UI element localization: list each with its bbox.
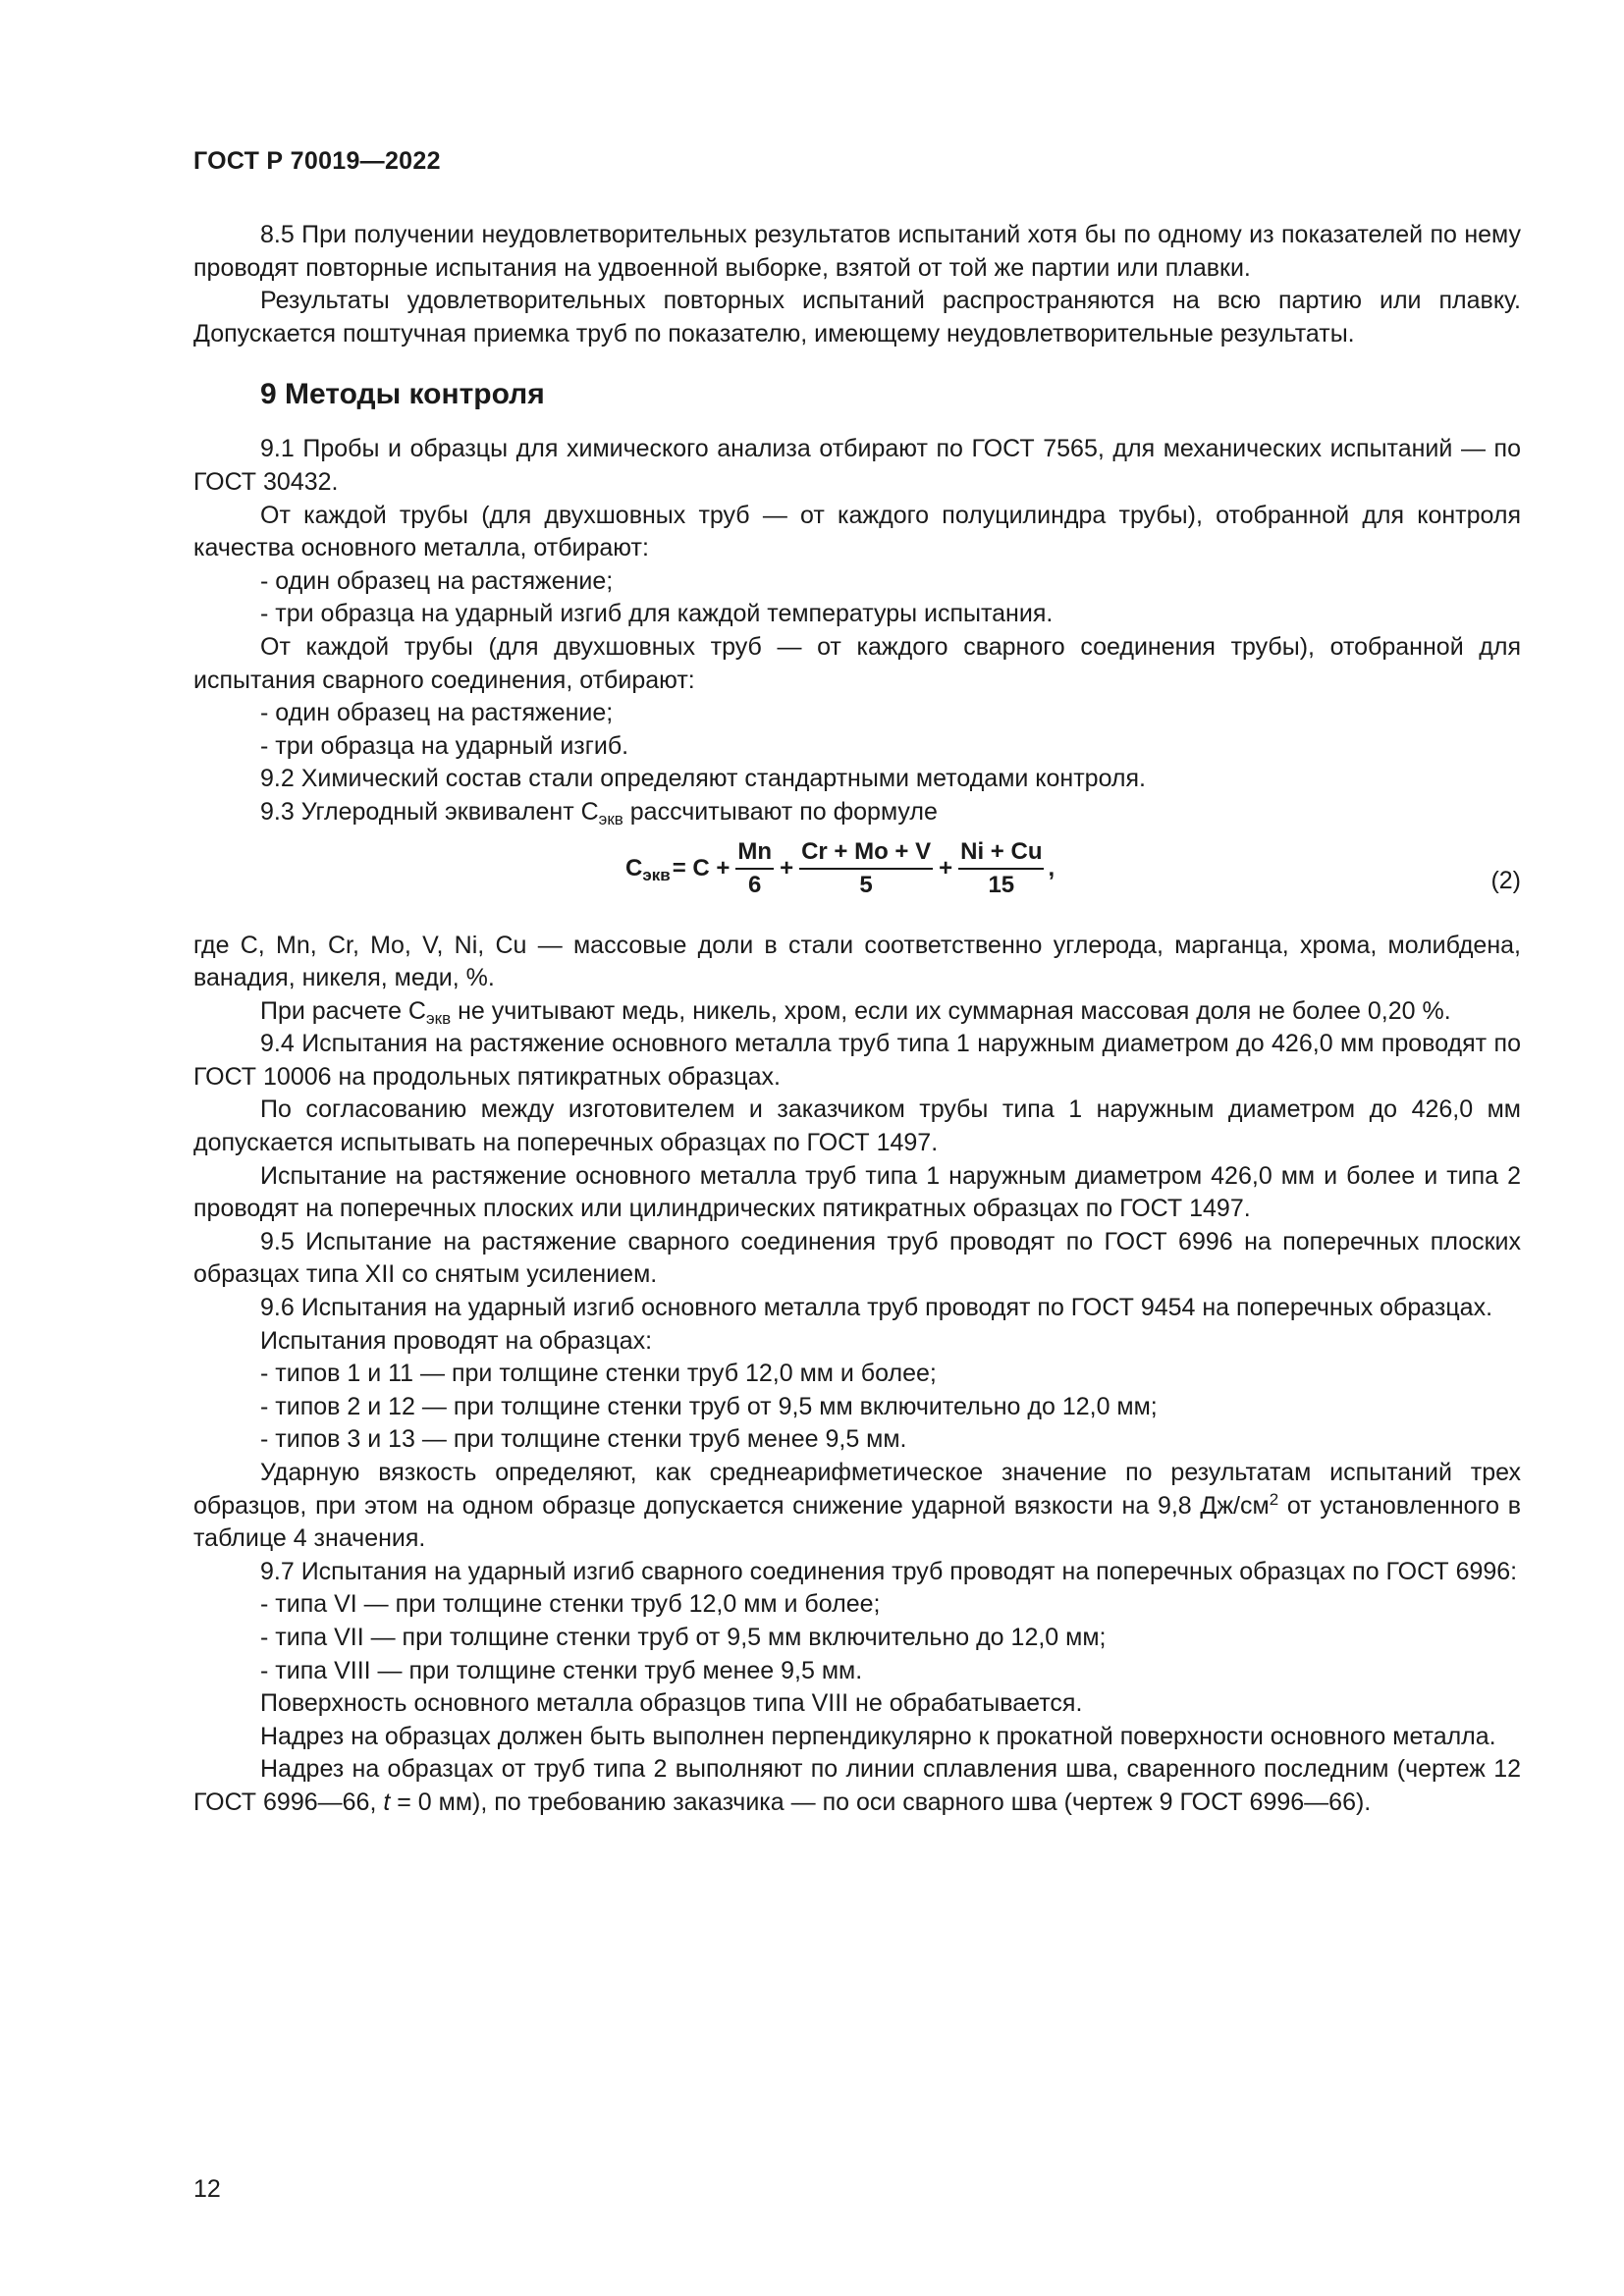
list-item: - типа VI — при толщине стенки труб 12,0 мм и более; [193,1588,1521,1622]
paragraph-where: где C, Mn, Cr, Mo, V, Ni, Cu — массовые доли в стали соответственно углерода, марганца, хрома, молибдена, ванадия, никеля, меди, %. [193,931,1521,992]
text-segment: от установленного в таблице 4 значения. [193,1491,1521,1553]
formula-body [625,837,1055,900]
paragraph-9-4: 9.4 Испытания на растяжение основного металла труб типа 1 наружным диаметром до 426,0 мм проводят по ГОСТ 10006 на продольных пятикратных образцах. [193,1030,1521,1091]
formula-number: (2) [1490,866,1521,894]
formula-subscript: экв [642,865,671,884]
paragraph-9-1: 9.1 Пробы и образцы для химического анализа отбирают по ГОСТ 7565, для механических испытаний — по ГОСТ 30432. [193,435,1521,496]
formula-comma: , [1048,854,1056,881]
subscript-ekv: экв [598,809,623,828]
denominator: 6 [748,871,762,898]
list-item: - типа VII — при толщине стенки труб от 9,5 мм включительно до 12,0 мм; [193,1622,1521,1655]
formula-c: С [625,854,643,881]
fraction-ni-cu [958,838,1044,899]
paragraph-9-6: 9.6 Испытания на ударный изгиб основного металла труб проводят по ГОСТ 9454 на поперечных образцах. [260,1294,1493,1322]
document-header: ГОСТ Р 70019—2022 [193,147,441,175]
paragraph-9-1-base-metal: От каждой трубы (для двухшовных труб — от каждого полуцилиндра трубы), отобранной для контроля качества основного металла, отбирают: [193,501,1521,562]
list-item: - типов 2 и 12 — при толщине стенки труб от 9,5 мм включительно до 12,0 мм; [193,1391,1521,1424]
fraction-mn [735,838,774,899]
text-segment: рассчитывают по формуле [623,797,938,826]
formula-2 [193,837,1521,920]
paragraph-9-3 [193,796,1521,829]
paragraph-9-6-impact [193,1457,1521,1556]
subscript-ekv: экв [425,1008,452,1028]
fraction-cr-mo-v [799,838,933,899]
list-item: - три образца на ударный изгиб. [193,730,1521,764]
text-segment: = 0 мм), по требованию заказчика — по оси сварного шва (чертеж 9 ГОСТ 6996—66). [390,1788,1372,1816]
superscript-2: 2 [1269,1489,1279,1509]
list-item: - типов 1 и 11 — при толщине стенки труб 12,0 мм и более; [193,1358,1521,1391]
text-segment: 9.3 Углеродный эквивалент С [260,797,599,826]
paragraph-9-7: 9.7 Испытания на ударный изгиб сварного соединения труб проводят на поперечных образцах по ГОСТ 6996: [260,1557,1518,1585]
list-item: - типа VIII — при толщине стенки труб менее 9,5 мм. [193,1655,1521,1688]
italic-t: t [383,1788,391,1816]
numerator: Mn [735,838,774,870]
list-item: - типов 3 и 13 — при толщине стенки труб менее 9,5 мм. [193,1423,1521,1457]
denominator: 15 [988,871,1015,898]
list-item: - один образец на растяжение; [193,565,1521,599]
paragraph-9-5: 9.5 Испытание на растяжение сварного соединения труб проводят по ГОСТ 6996 на поперечных плоских образцах типа XII со снятым усилением. [193,1227,1521,1289]
paragraph-9-4-agreement: По согласованию между изготовителем и заказчиком трубы типа 1 наружным диаметром до 426,0 мм допускается испытывать на поперечных образцах по ГОСТ 1497. [193,1095,1521,1157]
list-item: - три образца на ударный изгиб для каждой температуры испытания. [193,598,1521,631]
numerator: Cr + Mo + V [799,838,933,870]
page-number: 12 [193,2175,221,2203]
list-item: - один образец на растяжение; [193,697,1521,730]
paragraph-9-1-weld: От каждой трубы (для двухшовных труб — от каждого сварного соединения трубы), отобранной для испытания сварного соединения, отбирают: [193,632,1521,694]
formula-lhs [625,855,671,882]
paragraph-9-2: 9.2 Химический состав стали определяют стандартными методами контроля. [260,765,1147,793]
text-segment: Надрез на образцах от труб типа 2 выполняют по линии сплавления шва, сваренного последним (чертеж 12 ГОСТ 6996—66, [193,1755,1521,1816]
text-segment: Ударную вязкость определяют, как среднеарифметическое значение по результатам испытаний трех образцов, при этом на одном образце допускается снижение ударной вязкости на 9,8 Дж/см [193,1459,1521,1520]
denominator: 5 [859,871,873,898]
text-segment: не учитывают медь, никель, хром, если их суммарная массовая доля не более 0,20 %. [451,996,1451,1025]
text-segment: При расчете С [260,996,426,1025]
paragraph-9-7-surface: Поверхность основного металла образцов типа VIII не обрабатывается. [260,1689,1083,1718]
paragraph-9-4-large: Испытание на растяжение основного металла труб типа 1 наружным диаметром 426,0 мм и более и типа 2 проводят на поперечных плоских или цилиндрических пятикратных образцах по ГОСТ 1497. [193,1161,1521,1223]
paragraph-9-6-samples: Испытания проводят на образцах: [260,1326,653,1355]
numerator: Ni + Cu [958,838,1044,870]
formula-equals: = С + [672,854,731,881]
paragraph-8-5: 8.5 При получении неудовлетворительных результатов испытаний хотя бы по одному из показателей по нему проводят повторные испытания на удвоенной выборке, взятой от той же партии или плавки. [193,221,1521,282]
formula-plus: + [939,854,953,881]
document-page [193,147,1521,1820]
formula-plus: + [780,854,794,881]
section-9-title: 9 Методы контроля [260,378,545,411]
paragraph-8-5-results: Результаты удовлетворительных повторных испытаний распространяются на всю партию или плавку. Допускается поштучная приемка труб по показателю, имеющему неудовлетворительные результаты. [193,287,1521,347]
paragraph-9-7-notch: Надрез на образцах должен быть выполнен перпендикулярно к прокатной поверхности основного металла. [260,1722,1496,1750]
paragraph-calc-note [193,995,1521,1029]
paragraph-9-7-notch-type2 [193,1753,1521,1819]
